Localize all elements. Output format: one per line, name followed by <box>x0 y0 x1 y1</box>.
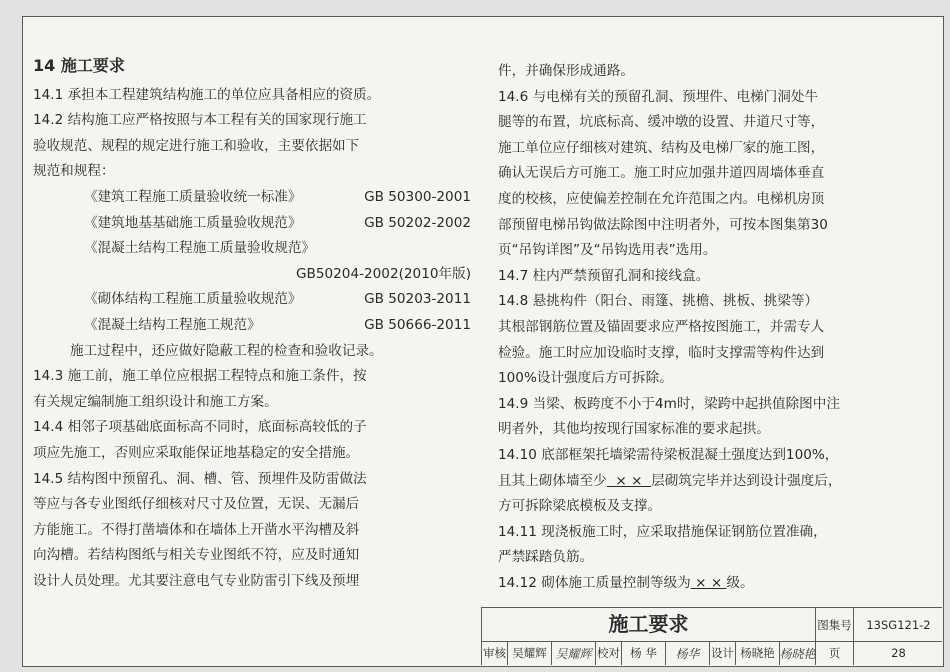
clause-14-11-line: 14.11 现浇板施工时，应采取措施保证钢筋位置准确， <box>498 523 827 540</box>
review-name: 吴耀辉 <box>508 641 552 665</box>
clause-14-8-line: 100%设计强度后方可拆除。 <box>498 370 673 387</box>
clause-14-3-line: 14.3 施工前，施工单位应根据工程特点和施工条件，按 <box>33 368 367 385</box>
atlas-number: 13SG121-2 <box>866 617 931 632</box>
standard-code: GB50204-2002(2010年版) <box>296 265 471 282</box>
standard-item <box>33 313 471 339</box>
clause-14-2-line: 14.2 结构施工应严格按照与本工程有关的国家现行施工 <box>33 112 367 129</box>
clause-14-5-line: 设计人员处理。尤其要注意电气专业防雷引下线及预埋 <box>33 572 360 589</box>
standard-item <box>33 211 471 237</box>
standard-code: GB 50203-2011 <box>364 291 471 308</box>
clause-14-10-line: 14.10 底部框架托墙梁需待梁板混凝土强度达到100%， <box>498 446 839 463</box>
clause-14-6-line: 页“吊钩详图”及“吊钩选用表”选用。 <box>498 242 717 259</box>
clause-14-5-line: 向沟槽。若结构图纸与相关专业图纸不符，应及时通知 <box>33 547 360 564</box>
title-block <box>481 607 942 665</box>
design-signature: 杨晓艳 <box>780 641 816 665</box>
design-name: 杨晓艳 <box>736 641 780 665</box>
standard-item <box>33 185 471 211</box>
fill-in-blank: × × <box>690 574 727 591</box>
standard-code: GB 50300-2001 <box>364 188 471 205</box>
fill-in-blank: × × <box>606 472 652 489</box>
standard-code: GB 50202-2002 <box>364 214 471 231</box>
clause-14-6-line: 度的校核，应使偏差控制在允许范围之内。电梯机房顶 <box>498 190 825 207</box>
clause-14-1: 14.1 承担本工程建筑结构施工的单位应具备相应的资质。 <box>33 86 381 103</box>
clause-14-5-line: 件，并确保形成通路。 <box>498 63 634 79</box>
clause-14-6-line: 部预留电梯吊钩做法除图中注明者外，可按本图集第30 <box>498 216 828 233</box>
standard-name: 《建筑工程施工质量验收统一标准》 <box>84 188 302 205</box>
clause-14-8-line: 检验。施工时应加设临时支撑，临时支撑需等构件达到 <box>498 344 825 361</box>
drawing-sheet <box>22 16 944 667</box>
standard-name: 《混凝土结构工程施工规范》 <box>84 316 261 333</box>
clause-14-3-line: 有关规定编制施工组织设计和施工方案。 <box>33 393 278 410</box>
standard-name: 《混凝土结构工程施工质量验收规范》 <box>84 240 316 257</box>
clause-14-6-line: 腿等的布置，坑底标高、缓冲墩的设置、井道尺寸等， <box>498 114 825 131</box>
clause-text: 级。 <box>726 574 754 591</box>
check-label: 校对 <box>596 641 622 665</box>
clause-14-2-line: 施工过程中，还应做好隐蔽工程的检查和验收记录。 <box>70 342 383 359</box>
clause-14-5-line: 方能施工。不得打凿墙体和在墙体上开凿水平沟槽及斜 <box>33 521 360 538</box>
review-signature: 吴耀辉 <box>552 641 596 665</box>
clause-text: 且其上砌体墙至少 <box>498 472 607 489</box>
clause-14-9-line: 14.9 当梁、板跨度不小于4m时，梁跨中起拱值除图中注 <box>498 395 840 412</box>
check-signature: 杨华 <box>666 641 710 665</box>
design-label: 设计 <box>710 641 736 665</box>
clause-text: 14.12 砌体施工质量控制等级为 <box>498 574 691 591</box>
standard-name: 《砌体结构工程施工质量验收规范》 <box>84 291 302 308</box>
clause-14-5-line: 14.5 结构图中预留孔、洞、槽、管、预埋件及防雷做法 <box>33 470 367 487</box>
page-label: 页 <box>816 641 854 665</box>
clause-14-2-line: 规范和规程： <box>33 163 115 180</box>
check-name: 杨 华 <box>622 641 666 665</box>
clause-14-4-line: 项应先施工，否则应采取能保证地基稳定的安全措施。 <box>33 444 360 461</box>
clause-14-6-line: 14.6 与电梯有关的预留孔洞、预埋件、电梯门洞处牛 <box>498 88 819 105</box>
review-label: 审核 <box>482 641 508 665</box>
drawing-title: 施工要求 <box>482 608 816 641</box>
clause-14-2-line: 验收规范、规程的规定进行施工和验收，主要依据如下 <box>33 137 360 154</box>
clause-14-10-line: 方可拆除梁底模板及支撑。 <box>498 498 662 515</box>
standard-name: 《建筑地基基础施工质量验收规范》 <box>84 214 302 231</box>
standard-item <box>33 287 471 313</box>
clause-14-5-line: 等应与各专业图纸仔细核对尺寸及位置，无误、无漏后 <box>33 496 360 513</box>
clause-14-11-line: 严禁踩踏负筋。 <box>498 549 594 566</box>
clause-14-9-line: 明者外，其他均按现行国家标准的要求起拱。 <box>498 421 770 438</box>
page-number: 28 <box>891 646 906 660</box>
section-title: 14 施工要求 <box>33 56 125 75</box>
left-column <box>33 53 471 594</box>
clause-14-6-line: 确认无误后方可施工。施工时应加强井道四周墙体垂直 <box>498 165 825 182</box>
standard-code: GB 50666-2011 <box>364 316 471 333</box>
clause-14-8-line: 其根部钢筋位置及锚固要求应严格按图施工，并需专人 <box>498 318 825 335</box>
title-block-row-bottom <box>482 641 942 665</box>
clause-14-4-line: 14.4 相邻子项基础底面标高不同时，底面标高较低的子 <box>33 419 367 436</box>
atlas-label: 图集号 <box>816 608 854 641</box>
clause-14-10-line <box>498 469 920 495</box>
clause-14-8-line: 14.8 悬挑构件（阳台、雨篷、挑檐、挑板、挑梁等） <box>498 293 819 310</box>
clause-14-7: 14.7 柱内严禁预留孔洞和接线盒。 <box>498 267 710 284</box>
clause-14-6-line: 施工单位应仔细核对建筑、结构及电梯厂家的施工图， <box>498 139 825 156</box>
clause-text: 层砌筑完毕并达到设计强度后， <box>651 472 842 489</box>
right-column <box>498 59 920 596</box>
clause-14-12 <box>498 571 920 597</box>
title-block-row-top <box>482 608 942 642</box>
